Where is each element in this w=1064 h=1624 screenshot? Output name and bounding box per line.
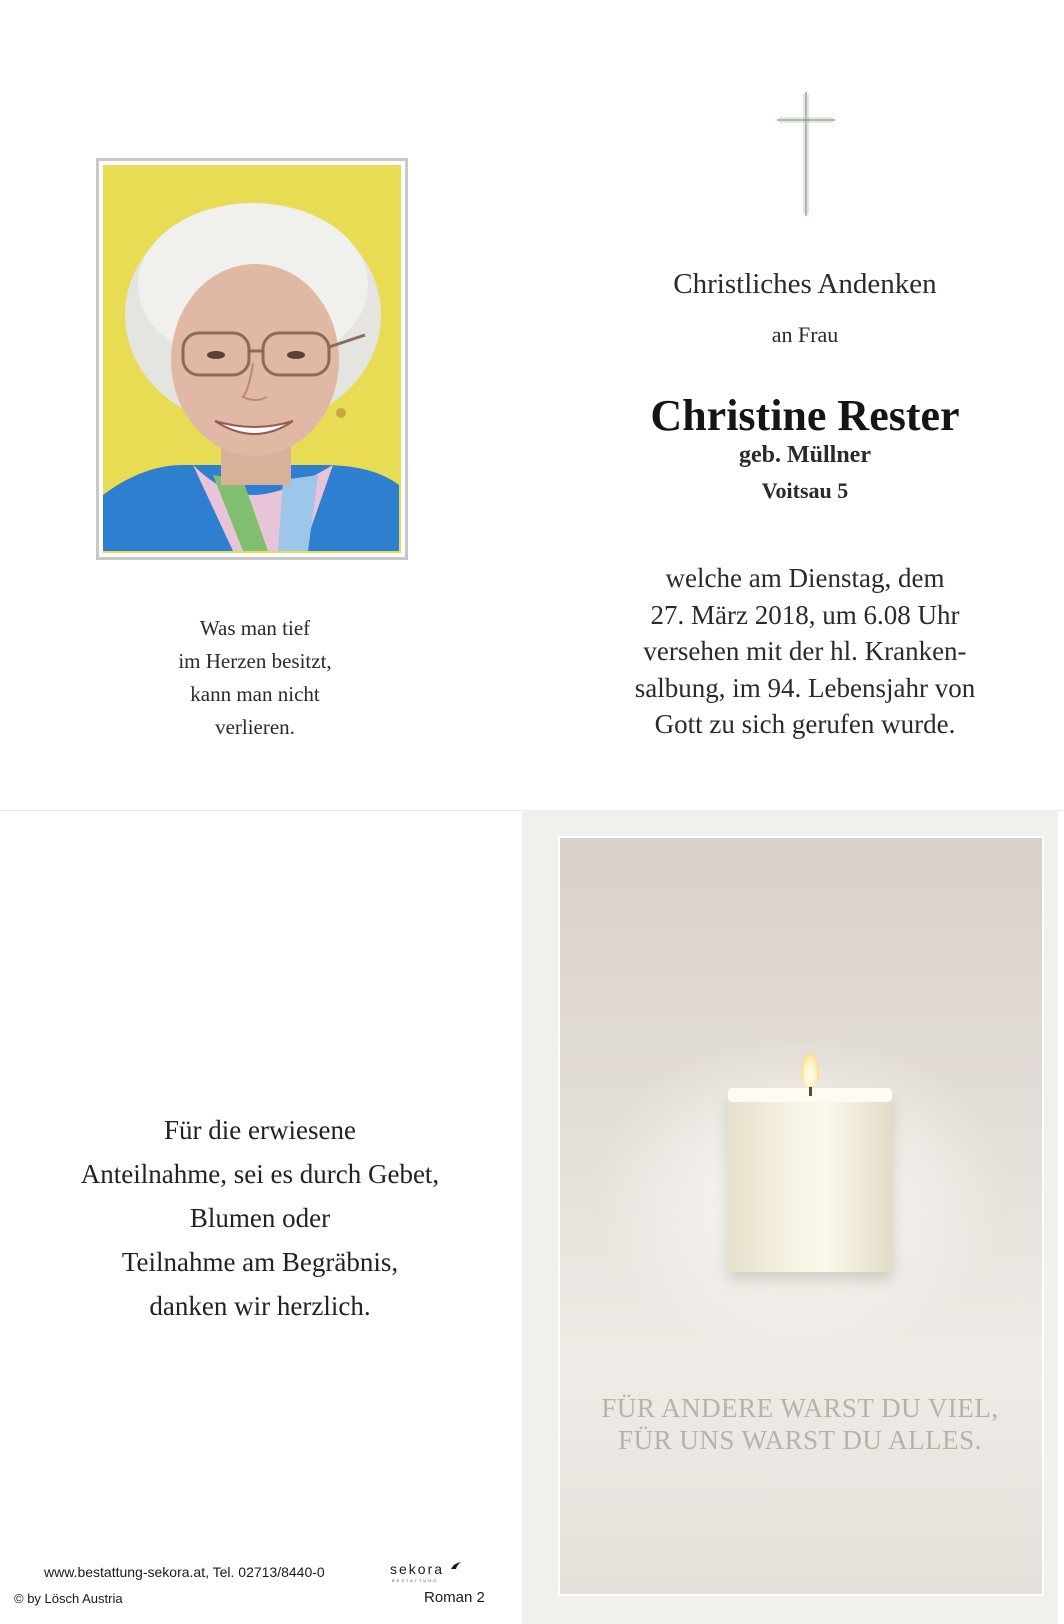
quote-line: Was man tief [199,616,311,640]
logo-subtitle: BESTATTUNG [392,1578,439,1583]
copyright: © by Lösch Austria [14,1591,123,1606]
thanks-line: Anteilnahme, sei es durch Gebet, [80,1159,440,1189]
thanks-text [40,1108,480,1328]
logo-text: sekora [390,1561,445,1577]
panel-inscription [565,1392,1035,1456]
death-notice-line: 27. März 2018, um 6.08 Uhr [650,599,960,630]
address: Voitsau 5 [761,478,849,503]
death-notice [604,560,1006,743]
birth-name: geb. Müllner [739,442,871,468]
candle [728,1092,892,1272]
portrait-mat [99,161,405,557]
thanks-line: Teilnahme am Begräbnis, [121,1247,399,1277]
memorial-quote [120,612,390,744]
death-notice-line: versehen mit der hl. Kranken- [643,636,967,666]
card-design-name: Roman 2 [424,1589,485,1606]
memorial-heading: Christliches Andenken [673,268,937,300]
salutation: an Frau [771,322,839,347]
inscription-line: FÜR ANDERE WARST DU VIEL, [601,1393,999,1423]
cross-icon [775,90,837,218]
thanks-line: Für die erwiesene [164,1115,356,1145]
portrait-photo [103,165,401,553]
funeral-home-contact: www.bestattung-sekora.at, Tel. 02713/8440-0 [44,1564,325,1580]
inscription-line: FÜR UNS WARST DU ALLES. [618,1425,982,1455]
bird-icon [450,1561,462,1571]
death-notice-line: Gott zu sich gerufen wurde. [654,709,956,739]
quote-line: verlieren. [215,715,295,739]
funeral-home-logo [390,1561,462,1577]
thanks-line: Blumen oder [189,1203,331,1233]
quote-line: kann man nicht [190,682,320,706]
quote-line: im Herzen besitzt, [178,649,332,673]
portrait-illustration [103,165,399,551]
candle-wick [809,1086,812,1096]
deceased-name: Christine Rester [650,391,960,440]
death-notice-line: salbung, im 94. Lebensjahr von [634,672,976,703]
death-notice-line: welche am Dienstag, dem [665,563,945,593]
thanks-line: danken wir herzlich. [149,1291,371,1321]
portrait-frame [96,158,408,560]
